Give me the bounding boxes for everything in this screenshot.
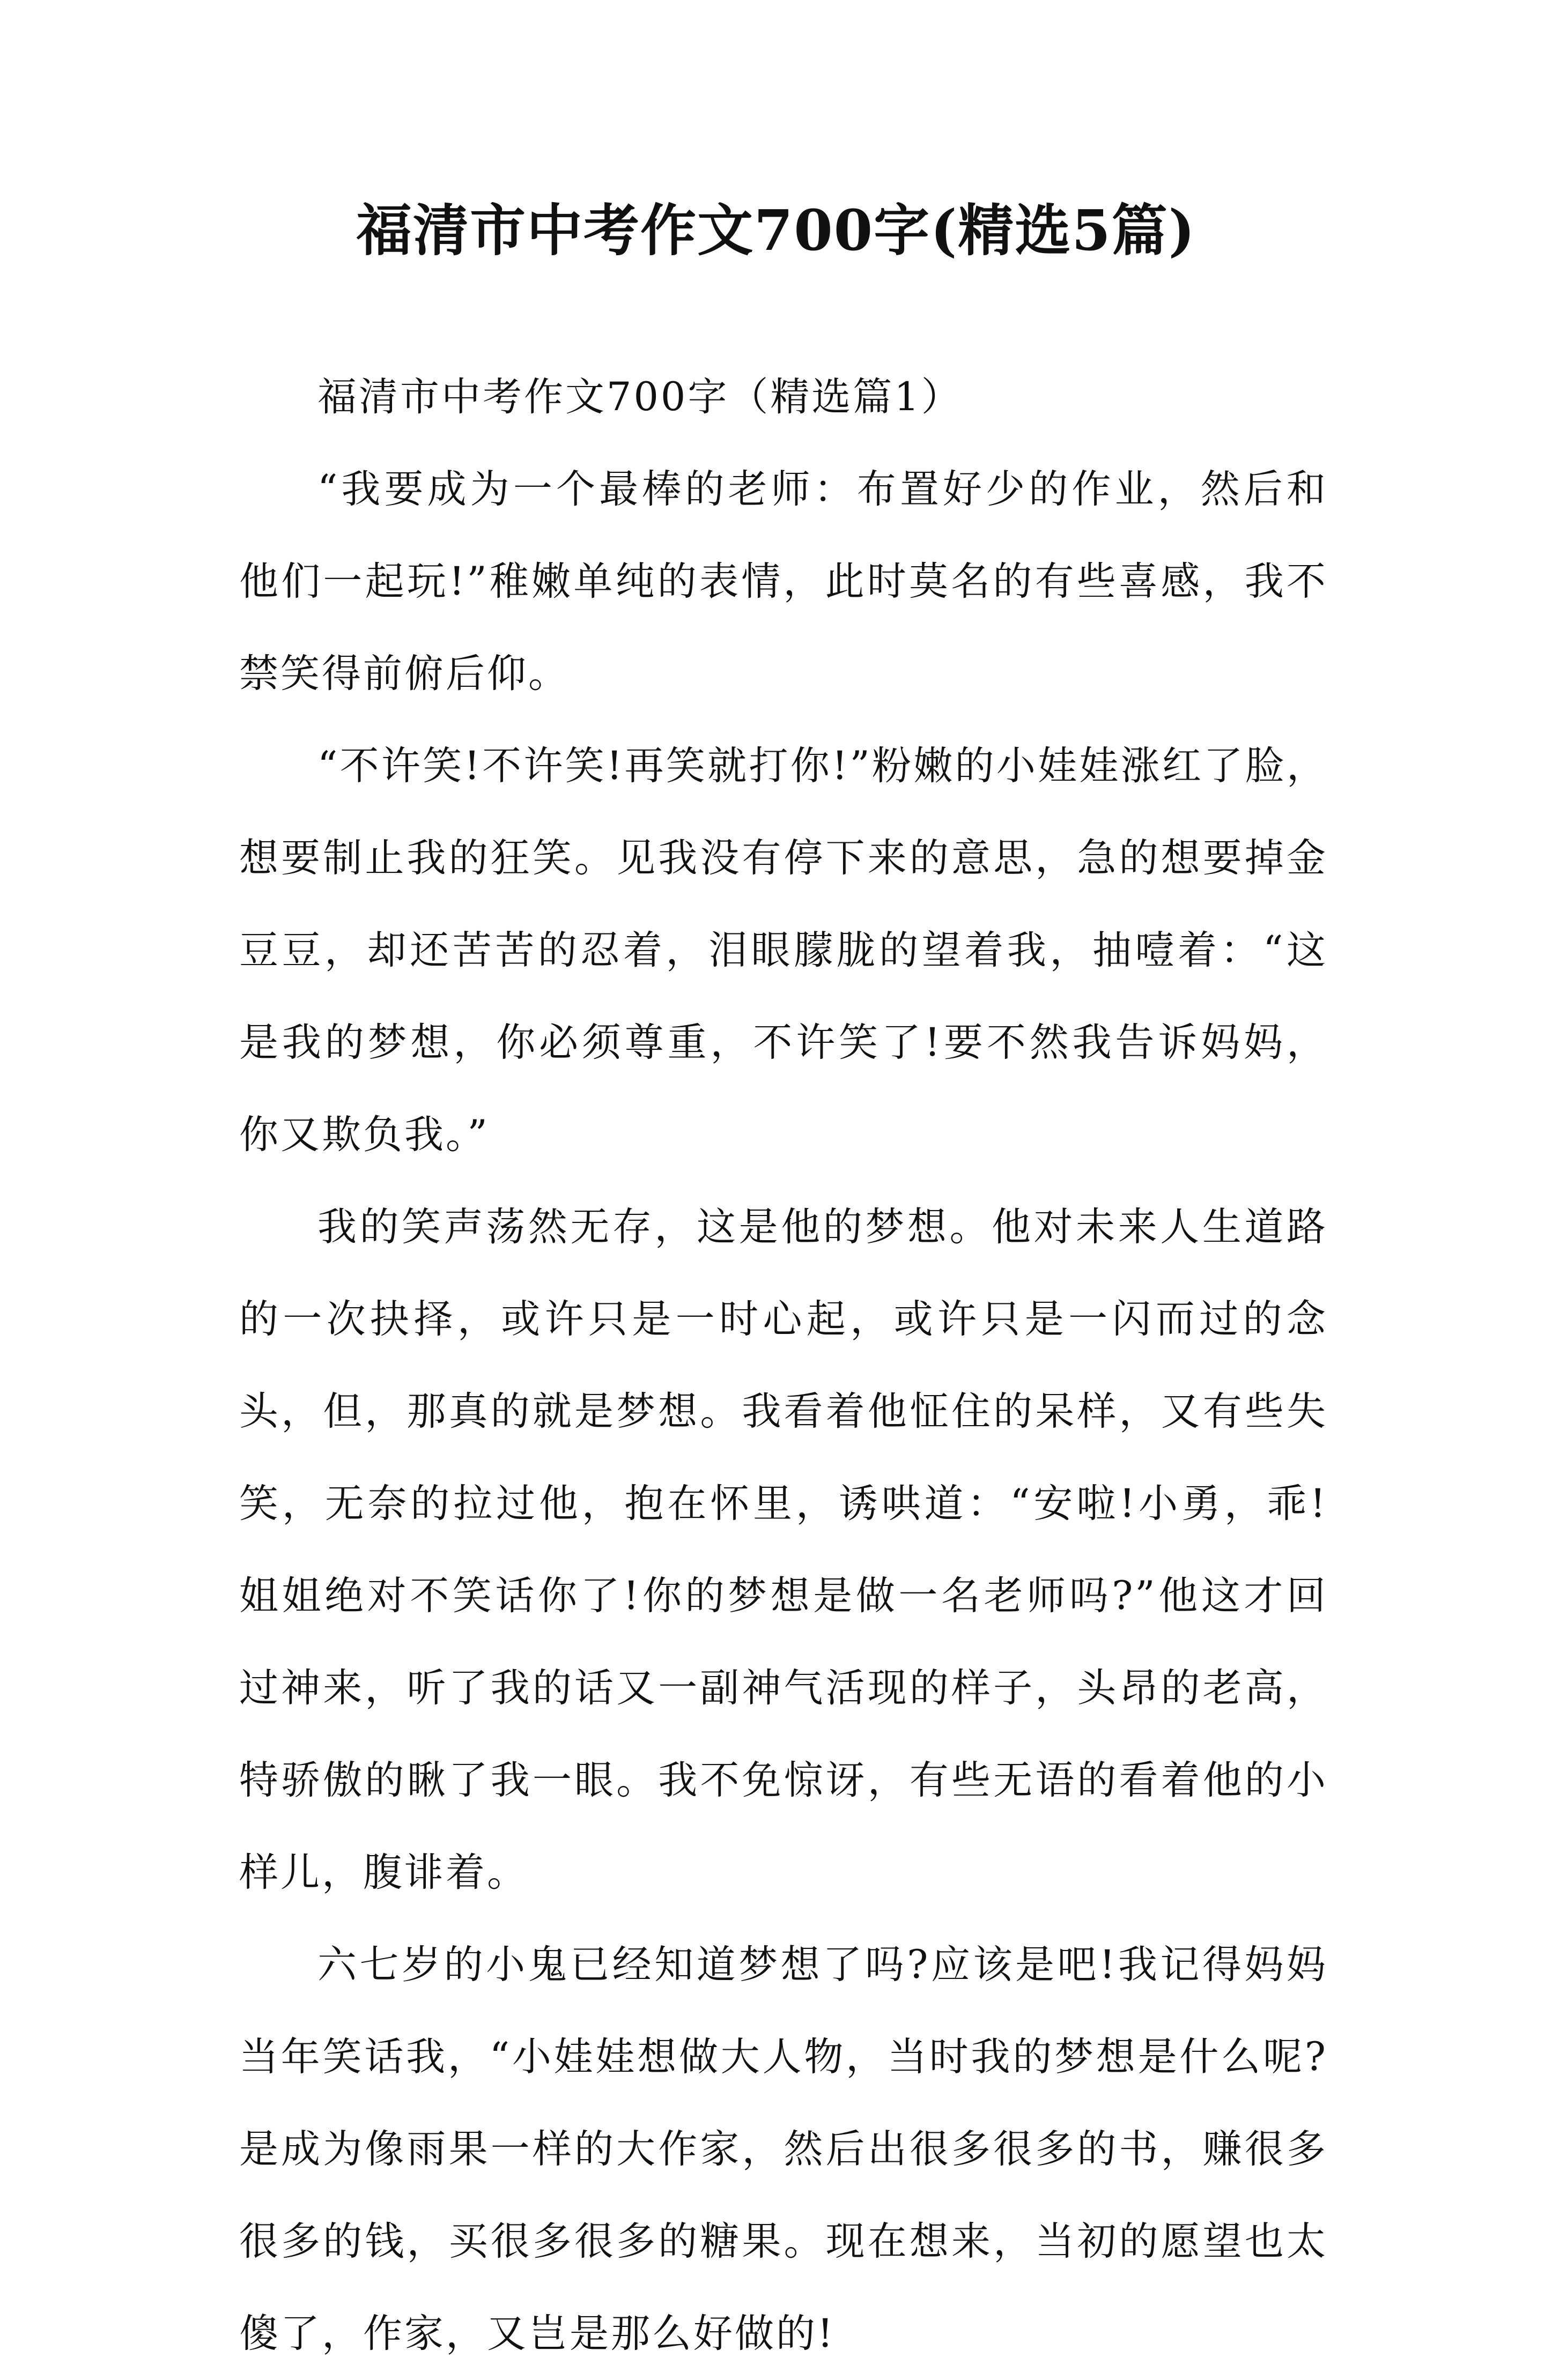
paragraph: “我要成为一个最棒的老师：布置好少的作业，然后和他们一起玩!”稚嫩单纯的表情，此时莫名的有些喜感，我不禁笑得前俯后仰。 [239, 466, 1328, 696]
paragraph: 六七岁的小鬼已经知道梦想了吗?应该是吧!我记得妈妈当年笑话我，“小娃娃想做大人物，当时我的梦想是什么呢?是成为像雨果一样的大作家，然后出很多很多的书，赚很多很多的钱，买很多很多的糖果。现在想来，当初的愿望也太傻了，作家，又岂是那么好做的! [239, 1942, 1328, 2356]
paragraph: “不许笑!不许笑!再笑就打你!”粉嫩的小娃娃涨红了脸，想要制止我的狂笑。见我没有停下来的意思，急的想要掉金豆豆，却还苦苦的忍着，泪眼朦胧的望着我，抽噎着：“这是我的梦想，你必须尊重，不许笑了!要不然我告诉妈妈，你又欺负我。” [239, 743, 1328, 1158]
paragraph: 我的笑声荡然无存，这是他的梦想。他对未来人生道路的一次抉择，或许只是一时心起，或许只是一闪而过的念头，但，那真的就是梦想。我看着他怔住的呆样，又有些失笑，无奈的拉过他，抱在怀里，诱哄道：“安啦!小勇，乖!姐姐绝对不笑话你了!你的梦想是做一名老师吗?”他这才回过神来，听了我的话又一副神气活现的样子，头昂的老高，特骄傲的瞅了我一眼。我不免惊讶，有些无语的看着他的小样儿，腹诽着。 [239, 1204, 1328, 1895]
document-title: 福清市中考作文700字(精选5篇) [356, 197, 1196, 263]
section-heading: 福清市中考作文700字（精选篇1） [317, 374, 963, 420]
document-body [239, 351, 1328, 2380]
